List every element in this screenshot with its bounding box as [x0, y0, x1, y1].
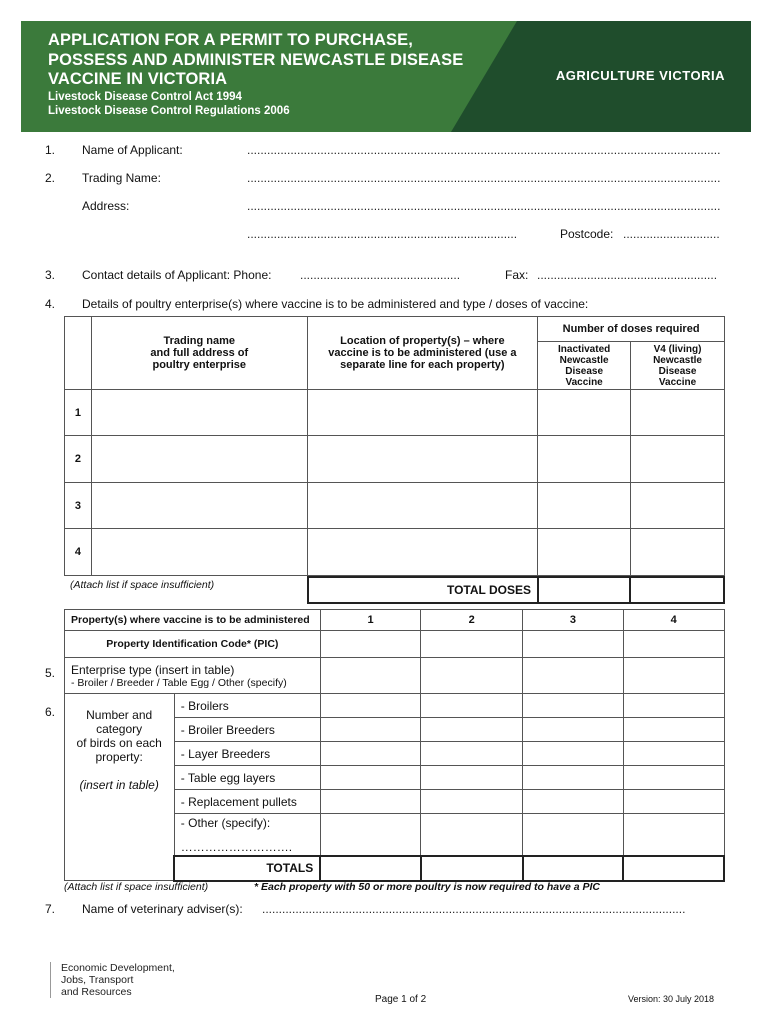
row-number: 1	[65, 390, 92, 436]
row-number: 4	[65, 529, 92, 576]
enterprise-cell[interactable]	[523, 658, 624, 694]
pic-cell[interactable]	[523, 631, 624, 658]
count-cell[interactable]	[623, 718, 724, 742]
category-layer-breeders: - Layer Breeders	[174, 742, 320, 766]
totals-label: TOTALS	[174, 856, 320, 881]
totals-cell[interactable]	[623, 856, 724, 881]
q3-label: Contact details of Applicant: Phone:	[82, 268, 272, 282]
count-cell[interactable]	[320, 718, 421, 742]
count-cell[interactable]	[421, 766, 523, 790]
title-line-3: VACCINE IN VICTORIA	[48, 70, 228, 88]
count-cell[interactable]	[523, 694, 624, 718]
inactivated-vaccine-header: Inactivated Newcastle Disease Vaccine	[538, 342, 631, 390]
count-cell[interactable]	[523, 790, 624, 814]
count-cell[interactable]	[421, 790, 523, 814]
title-line-2: POSSESS AND ADMINISTER NEWCASTLE DISEASE	[48, 50, 464, 69]
inactivated-doses-cell[interactable]	[538, 390, 631, 436]
count-cell[interactable]	[623, 742, 724, 766]
v4-doses-cell[interactable]	[631, 529, 725, 576]
v4-doses-cell[interactable]	[631, 390, 725, 436]
version-date: Version: 30 July 2018	[628, 994, 715, 1004]
q3-number: 3.	[45, 268, 56, 282]
property-col-3: 3	[523, 610, 624, 631]
enterprise-table	[64, 316, 725, 576]
address-label: Address:	[82, 199, 130, 213]
q7-label: Name of veterinary adviser(s):	[82, 902, 243, 916]
address-field-line2[interactable]: .................................................................................	[247, 227, 518, 241]
trading-name-cell[interactable]	[91, 436, 307, 483]
q2-number: 2.	[45, 171, 56, 185]
total-v4-cell[interactable]	[630, 577, 724, 603]
enterprise-cell[interactable]	[320, 658, 421, 694]
count-cell[interactable]	[623, 766, 724, 790]
logo-text-victoria: VICTORIA	[659, 68, 725, 83]
totals-cell[interactable]	[320, 856, 421, 881]
q1-number: 1.	[45, 143, 56, 157]
department-logo: Economic Development, Jobs, Transport and Resources	[50, 962, 175, 998]
location-cell[interactable]	[307, 529, 538, 576]
pic-cell[interactable]	[623, 631, 724, 658]
address-field-line1[interactable]: ..............................................................................................................................................	[247, 199, 721, 213]
page-number: Page 1 of 2	[375, 994, 427, 1005]
row-number: 3	[65, 483, 92, 529]
trading-name-field[interactable]: ..............................................................................................................................................	[247, 171, 721, 185]
count-cell[interactable]	[421, 718, 523, 742]
attach-note-2: (Attach list if space insufficient)	[64, 881, 209, 893]
category-replacement-pullets: - Replacement pullets	[174, 790, 320, 814]
count-cell[interactable]	[523, 718, 624, 742]
location-cell[interactable]	[307, 436, 538, 483]
form-subtitle	[48, 90, 290, 118]
enterprise-cell[interactable]	[623, 658, 724, 694]
fax-field[interactable]: ......................................................	[537, 268, 718, 282]
pic-cell[interactable]	[320, 631, 421, 658]
agriculture-victoria-logo	[556, 68, 725, 83]
total-inactivated-cell[interactable]	[538, 577, 630, 603]
count-cell[interactable]	[320, 742, 421, 766]
v4-doses-cell[interactable]	[631, 436, 725, 483]
count-cell[interactable]	[421, 814, 523, 856]
totals-cell[interactable]	[421, 856, 523, 881]
inactivated-doses-cell[interactable]	[538, 436, 631, 483]
q5-number: 5.	[45, 666, 56, 680]
category-broiler-breeders: - Broiler Breeders	[174, 718, 320, 742]
q7-number: 7.	[45, 902, 56, 916]
doses-required-header: Number of doses required	[538, 317, 725, 342]
vet-adviser-field[interactable]: ...............................................................................................................................	[262, 902, 686, 916]
trading-name-cell[interactable]	[91, 529, 307, 576]
inactivated-doses-cell[interactable]	[538, 529, 631, 576]
q1-label: Name of Applicant:	[82, 143, 183, 157]
count-cell[interactable]	[421, 694, 523, 718]
trading-name-cell[interactable]	[91, 483, 307, 529]
row-number: 2	[65, 436, 92, 483]
count-cell[interactable]	[320, 694, 421, 718]
v4-doses-cell[interactable]	[631, 483, 725, 529]
subtitle-regulations: Livestock Disease Control Regulations 2006	[48, 105, 290, 117]
q2-label: Trading Name:	[82, 171, 161, 185]
postcode-label: Postcode:	[560, 227, 614, 241]
enterprise-type-label: Enterprise type (insert in table) - Broiler / Breeder / Table Egg / Other (specify)	[65, 658, 321, 694]
count-cell[interactable]	[523, 742, 624, 766]
category-broilers: - Broilers	[174, 694, 320, 718]
count-cell[interactable]	[320, 814, 421, 856]
property-col-2: 2	[421, 610, 523, 631]
postcode-field[interactable]: .............................	[623, 227, 720, 241]
attach-note-1: (Attach list if space insufficient)	[70, 579, 215, 591]
form-title	[48, 31, 463, 90]
trading-name-header: Trading name and full address of poultry enterprise	[91, 317, 307, 390]
count-cell[interactable]	[523, 814, 624, 856]
q4-label: Details of poultry enterprise(s) where vaccine is to be administered and type / doses of vaccine:	[82, 297, 589, 311]
total-doses-table	[307, 576, 725, 604]
count-cell[interactable]	[320, 766, 421, 790]
v4-vaccine-header: V4 (living) Newcastle Disease Vaccine	[631, 342, 725, 390]
count-cell[interactable]	[623, 814, 724, 856]
count-cell[interactable]	[320, 790, 421, 814]
row-num-header	[65, 317, 92, 390]
pic-cell[interactable]	[421, 631, 523, 658]
total-doses-label: TOTAL DOSES	[308, 577, 538, 603]
fax-label: Fax:	[505, 268, 529, 282]
trading-name-cell[interactable]	[91, 390, 307, 436]
inactivated-doses-cell[interactable]	[538, 483, 631, 529]
property-col-4: 4	[623, 610, 724, 631]
property-col-1: 1	[320, 610, 421, 631]
title-line-1: APPLICATION FOR A PERMIT TO PURCHASE,	[48, 31, 413, 49]
category-table-egg-layers: - Table egg layers	[174, 766, 320, 790]
header-banner	[21, 21, 751, 132]
count-cell[interactable]	[421, 742, 523, 766]
pic-label: Property Identification Code* (PIC)	[65, 631, 321, 658]
totals-cell[interactable]	[523, 856, 624, 881]
other-specify-field[interactable]: ……………………….	[180, 840, 293, 854]
location-cell[interactable]	[307, 483, 538, 529]
category-other: - Other (specify): ……………………….	[174, 814, 320, 856]
location-header: Location of property(s) – where vaccine is to be administered (use a separate line for each property)	[307, 317, 538, 390]
count-cell[interactable]	[623, 694, 724, 718]
phone-field[interactable]: ................................................	[300, 268, 461, 282]
property-table	[64, 609, 725, 882]
birds-label: Number and category of birds on each property: (insert in table)	[65, 694, 175, 881]
count-cell[interactable]	[623, 790, 724, 814]
location-cell[interactable]	[307, 390, 538, 436]
pic-footnote: * Each property with 50 or more poultry is now required to have a PIC	[254, 881, 600, 893]
count-cell[interactable]	[523, 766, 624, 790]
enterprise-cell[interactable]	[421, 658, 523, 694]
logo-text-agriculture: AGRICULTURE	[555, 68, 655, 83]
property-header: Property(s) where vaccine is to be administered	[65, 610, 321, 631]
q4-number: 4.	[45, 297, 56, 311]
subtitle-act: Livestock Disease Control Act 1994	[48, 91, 242, 103]
q6-number: 6.	[45, 705, 56, 719]
applicant-name-field[interactable]: ..............................................................................................................................................	[247, 143, 721, 157]
